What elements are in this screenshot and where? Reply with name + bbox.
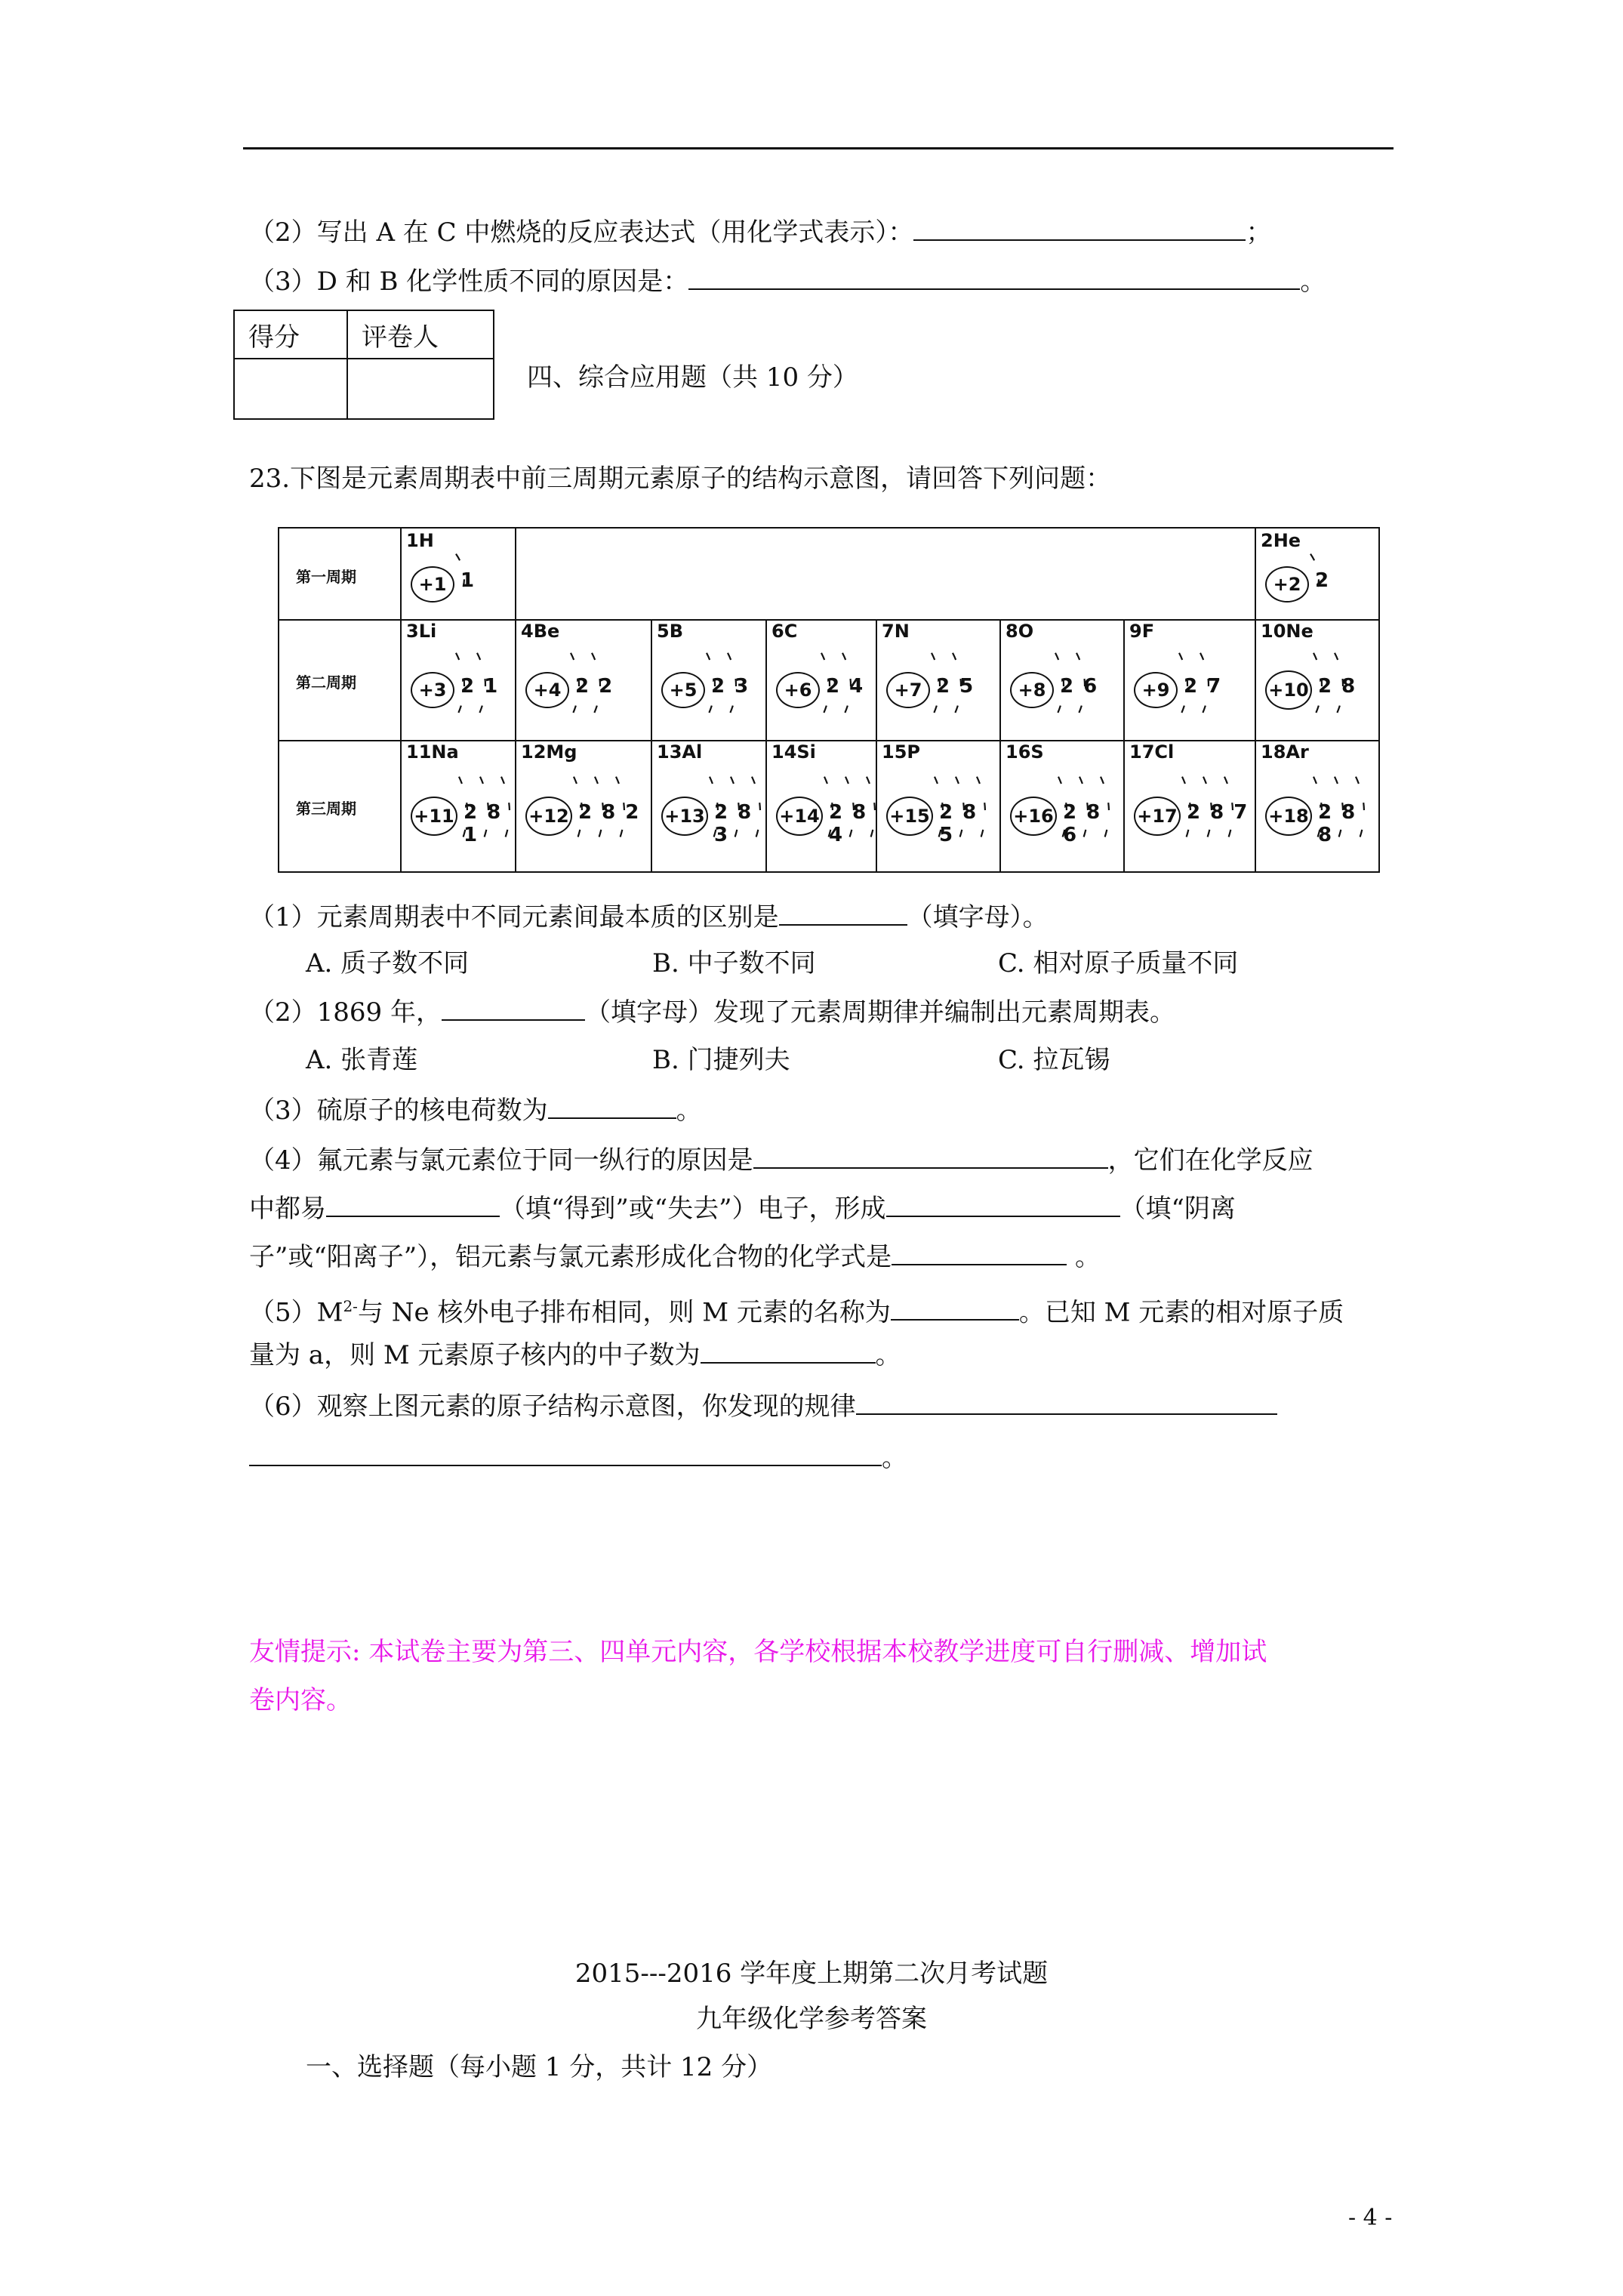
score-label: 得分 (234, 310, 347, 359)
shell-arc (574, 777, 582, 848)
shell-arc (1203, 777, 1212, 848)
element-label: 11Na (406, 741, 459, 763)
shell-arc (1058, 777, 1067, 848)
shell-arc (1076, 653, 1085, 718)
shell-arc (616, 777, 624, 848)
nucleus: +14 (776, 797, 823, 836)
nucleus: +3 (411, 672, 454, 708)
element-label: 17Cl (1129, 741, 1175, 763)
shell-arc (501, 777, 510, 848)
nucleus: +9 (1134, 672, 1178, 708)
element-label: 12Mg (521, 741, 577, 763)
nucleus: +2 (1265, 566, 1309, 603)
q23-2: （2）1869 年， （填字母）发现了元素周期律并编制出元素周期表。 (249, 995, 1175, 1029)
score-box (233, 310, 494, 420)
element-cell (999, 619, 1123, 740)
element-cell (651, 619, 765, 740)
element-label: 9F (1129, 621, 1155, 642)
shell-arc (728, 653, 736, 718)
score-field[interactable] (234, 359, 347, 419)
element-cell (400, 529, 515, 619)
element-cell (1123, 740, 1255, 871)
shell-arcs (451, 529, 557, 619)
q23-2-option-c: C. 拉瓦锡 (998, 1045, 1110, 1075)
shell-arcs (1306, 529, 1412, 619)
shell-arc (707, 653, 715, 718)
section4-title: 四、综合应用题（共 10 分） (527, 362, 858, 393)
q22-part2: （2）写出 A 在 C 中燃烧的反应表达式（用化学式表示）： ； (249, 215, 1271, 249)
electron-shells: 2 3 (711, 675, 750, 698)
nucleus: +15 (886, 797, 933, 836)
shell-arc (845, 777, 854, 848)
electron-shells: 1 (460, 569, 476, 592)
nucleus: +16 (1010, 797, 1057, 836)
nucleus: +7 (886, 672, 930, 708)
nucleus: +13 (661, 797, 708, 836)
q22-part3: （3）D 和 B 化学性质不同的原因是： 。 (249, 264, 1326, 298)
nucleus: +17 (1134, 797, 1181, 836)
answer-key-subtitle: 九年级化学参考答案 (696, 2004, 927, 2034)
electron-shells: 2 8 7 (1187, 801, 1249, 824)
element-label: 10Ne (1261, 621, 1313, 642)
element-label: 2He (1261, 530, 1301, 551)
nucleus: +18 (1265, 797, 1312, 836)
element-cell (1255, 619, 1378, 740)
element-label: 6C (771, 621, 798, 642)
element-label: 16S (1006, 741, 1044, 763)
shell-arc (1335, 777, 1343, 848)
element-label: 18Ar (1261, 741, 1309, 763)
element-label: 1H (406, 530, 434, 551)
nucleus: +6 (776, 672, 820, 708)
element-cell (651, 740, 765, 871)
electron-shells: 2 8 1 (463, 801, 503, 846)
electron-shells: 2 1 (460, 675, 500, 698)
shell-arc (1356, 777, 1364, 848)
shell-arcs (1309, 619, 1415, 740)
element-label: 13Al (657, 741, 703, 763)
q23-1-option-b: B. 中子数不同 (652, 948, 816, 978)
shell-arc (956, 777, 964, 848)
element-label: 14Si (771, 741, 816, 763)
shell-arc (1182, 777, 1190, 848)
shell-arcs (1309, 740, 1415, 871)
shell-arc (592, 653, 600, 718)
answer-blank[interactable] (779, 900, 907, 926)
q23-1: （1）元素周期表中不同元素间最本质的区别是 （填字母）。 (249, 900, 1049, 934)
friendly-tip-line1: 友情提示: 本试卷主要为第三、四单元内容，各学校根据本校教学进度可自行删减、增加试 (249, 1637, 1267, 1667)
element-cell (765, 740, 876, 871)
nucleus: +1 (411, 566, 454, 603)
shell-arc (1313, 777, 1322, 848)
shell-arc (1335, 653, 1343, 718)
q23-6-line1: （6）观察上图元素的原子结构示意图，你发现的规律 (249, 1389, 1277, 1423)
shell-arc (1310, 554, 1319, 603)
answer-blank[interactable] (326, 1191, 500, 1217)
element-label: 8O (1006, 621, 1034, 642)
shell-arc (824, 777, 833, 848)
element-label: 7N (882, 621, 910, 642)
answer-blank[interactable] (753, 1143, 1108, 1169)
q23-6-line2: 。 (249, 1441, 907, 1475)
shell-arc (710, 777, 718, 848)
element-cell (876, 740, 999, 871)
electron-shells: 2 5 (936, 675, 975, 698)
electron-shells: 2 (1315, 569, 1331, 592)
shell-arc (1179, 653, 1187, 718)
q23-2-option-a: A. 张青莲 (306, 1045, 418, 1075)
element-cell (400, 619, 515, 740)
element-cell (765, 619, 876, 740)
shell-arc (595, 777, 603, 848)
shell-arc (1055, 653, 1064, 718)
answer-blank[interactable] (688, 264, 1300, 290)
q23-4-line2: 中都易 （填“得到”或“失去”）电子，形成 （填“阴离 (249, 1191, 1236, 1225)
q23-1-option-a: A. 质子数不同 (306, 948, 470, 978)
shell-arc (1079, 777, 1088, 848)
shell-arc (1224, 777, 1233, 848)
element-label: 4Be (521, 621, 560, 642)
shell-arc (867, 777, 875, 848)
electron-shells: 2 2 (575, 675, 614, 698)
element-label: 15P (882, 741, 920, 763)
element-cell (1255, 740, 1378, 871)
element-label: 5B (657, 621, 683, 642)
answer-key-title: 2015---2016 学年度上期第二次月考试题 (574, 1959, 1049, 1989)
electron-shells: 2 8 5 (939, 801, 978, 846)
q23-1-option-c: C. 相对原子质量不同 (998, 948, 1239, 978)
element-cell (1255, 529, 1378, 619)
shell-arc (932, 653, 940, 718)
shell-arc (1200, 653, 1209, 718)
friendly-tip-line2: 卷内容。 (249, 1685, 352, 1715)
element-cell (999, 740, 1123, 871)
answer-blank[interactable] (249, 1441, 882, 1466)
shell-arc (977, 777, 985, 848)
answer-key-section1: 一、选择题（每小题 1 分，共计 12 分） (306, 2052, 773, 2082)
element-cell (515, 740, 651, 871)
shell-arc (821, 653, 830, 718)
period-label: 第三周期 (296, 800, 356, 818)
electron-shells: 2 8 8 (1318, 801, 1357, 846)
shell-arc (1101, 777, 1109, 848)
nucleus: +10 (1265, 670, 1312, 710)
element-label: 3Li (406, 621, 437, 642)
shell-arc (731, 777, 739, 848)
electron-shells: 2 4 (826, 675, 865, 698)
answer-blank[interactable] (442, 995, 585, 1021)
answer-blank[interactable] (701, 1338, 876, 1364)
answer-blank[interactable] (891, 1295, 1019, 1321)
electron-shells: 2 8 3 (714, 801, 753, 846)
shell-arc (571, 653, 579, 718)
shell-arc (456, 653, 464, 718)
q23-4-line3: 子”或“阳离子”），铝元素与氯元素形成化合物的化学式是 。 (249, 1240, 1101, 1274)
shell-arc (953, 653, 961, 718)
shell-arc (752, 777, 760, 848)
answer-blank[interactable] (913, 215, 1246, 241)
nucleus: +4 (525, 672, 569, 708)
electron-shells: 2 8 4 (829, 801, 868, 846)
electron-shells: 2 6 (1060, 675, 1099, 698)
page-number: - 4 - (1348, 2205, 1393, 2231)
nucleus: +8 (1010, 672, 1054, 708)
q23-5-line2: 量为 a，则 M 元素原子核内的中子数为 。 (249, 1338, 901, 1372)
shell-arc (477, 653, 485, 718)
header-rule (243, 147, 1394, 149)
shell-arc (459, 777, 467, 848)
element-cell (1123, 619, 1255, 740)
electron-shells: 2 8 (1318, 675, 1357, 698)
answer-blank[interactable] (892, 1240, 1067, 1265)
q23-2-option-b: B. 门捷列夫 (652, 1045, 790, 1075)
shell-arc (842, 653, 851, 718)
q23-3: （3）硫原子的核电荷数为 。 (249, 1093, 702, 1127)
nucleus: +11 (411, 797, 457, 836)
shell-arc (456, 554, 464, 603)
nucleus: +12 (525, 797, 572, 836)
electron-shells: 2 8 6 (1063, 801, 1102, 846)
grader-label: 评卷人 (347, 310, 494, 359)
q23-4-line1: （4）氟元素与氯元素位于同一纵行的原因是 ，它们在化学反应 (249, 1143, 1313, 1177)
element-cell (400, 740, 515, 871)
element-cell (876, 619, 999, 740)
period-label: 第二周期 (296, 673, 356, 692)
periodic-table-figure (278, 527, 1380, 873)
q23-intro: 23.下图是元素周期表中前三周期元素原子的结构示意图，请回答下列问题： (249, 464, 1112, 494)
shell-arc (1313, 653, 1322, 718)
period-label: 第一周期 (296, 568, 356, 586)
nucleus: +5 (661, 672, 705, 708)
electron-shells: 2 8 2 (578, 801, 641, 824)
shell-arc (480, 777, 488, 848)
answer-blank[interactable] (856, 1389, 1277, 1415)
q23-5-line1: $(5)M^{2-}$与 Ne 核外电子排布相同，则 M 元素的名称为 。已知 M 元素的相对原子质 (249, 1290, 1344, 1329)
grader-field[interactable] (347, 359, 494, 419)
shell-arc (935, 777, 943, 848)
element-cell (515, 619, 651, 740)
electron-shells: 2 7 (1184, 675, 1223, 698)
answer-blank[interactable] (548, 1093, 676, 1119)
answer-blank[interactable] (886, 1191, 1120, 1217)
